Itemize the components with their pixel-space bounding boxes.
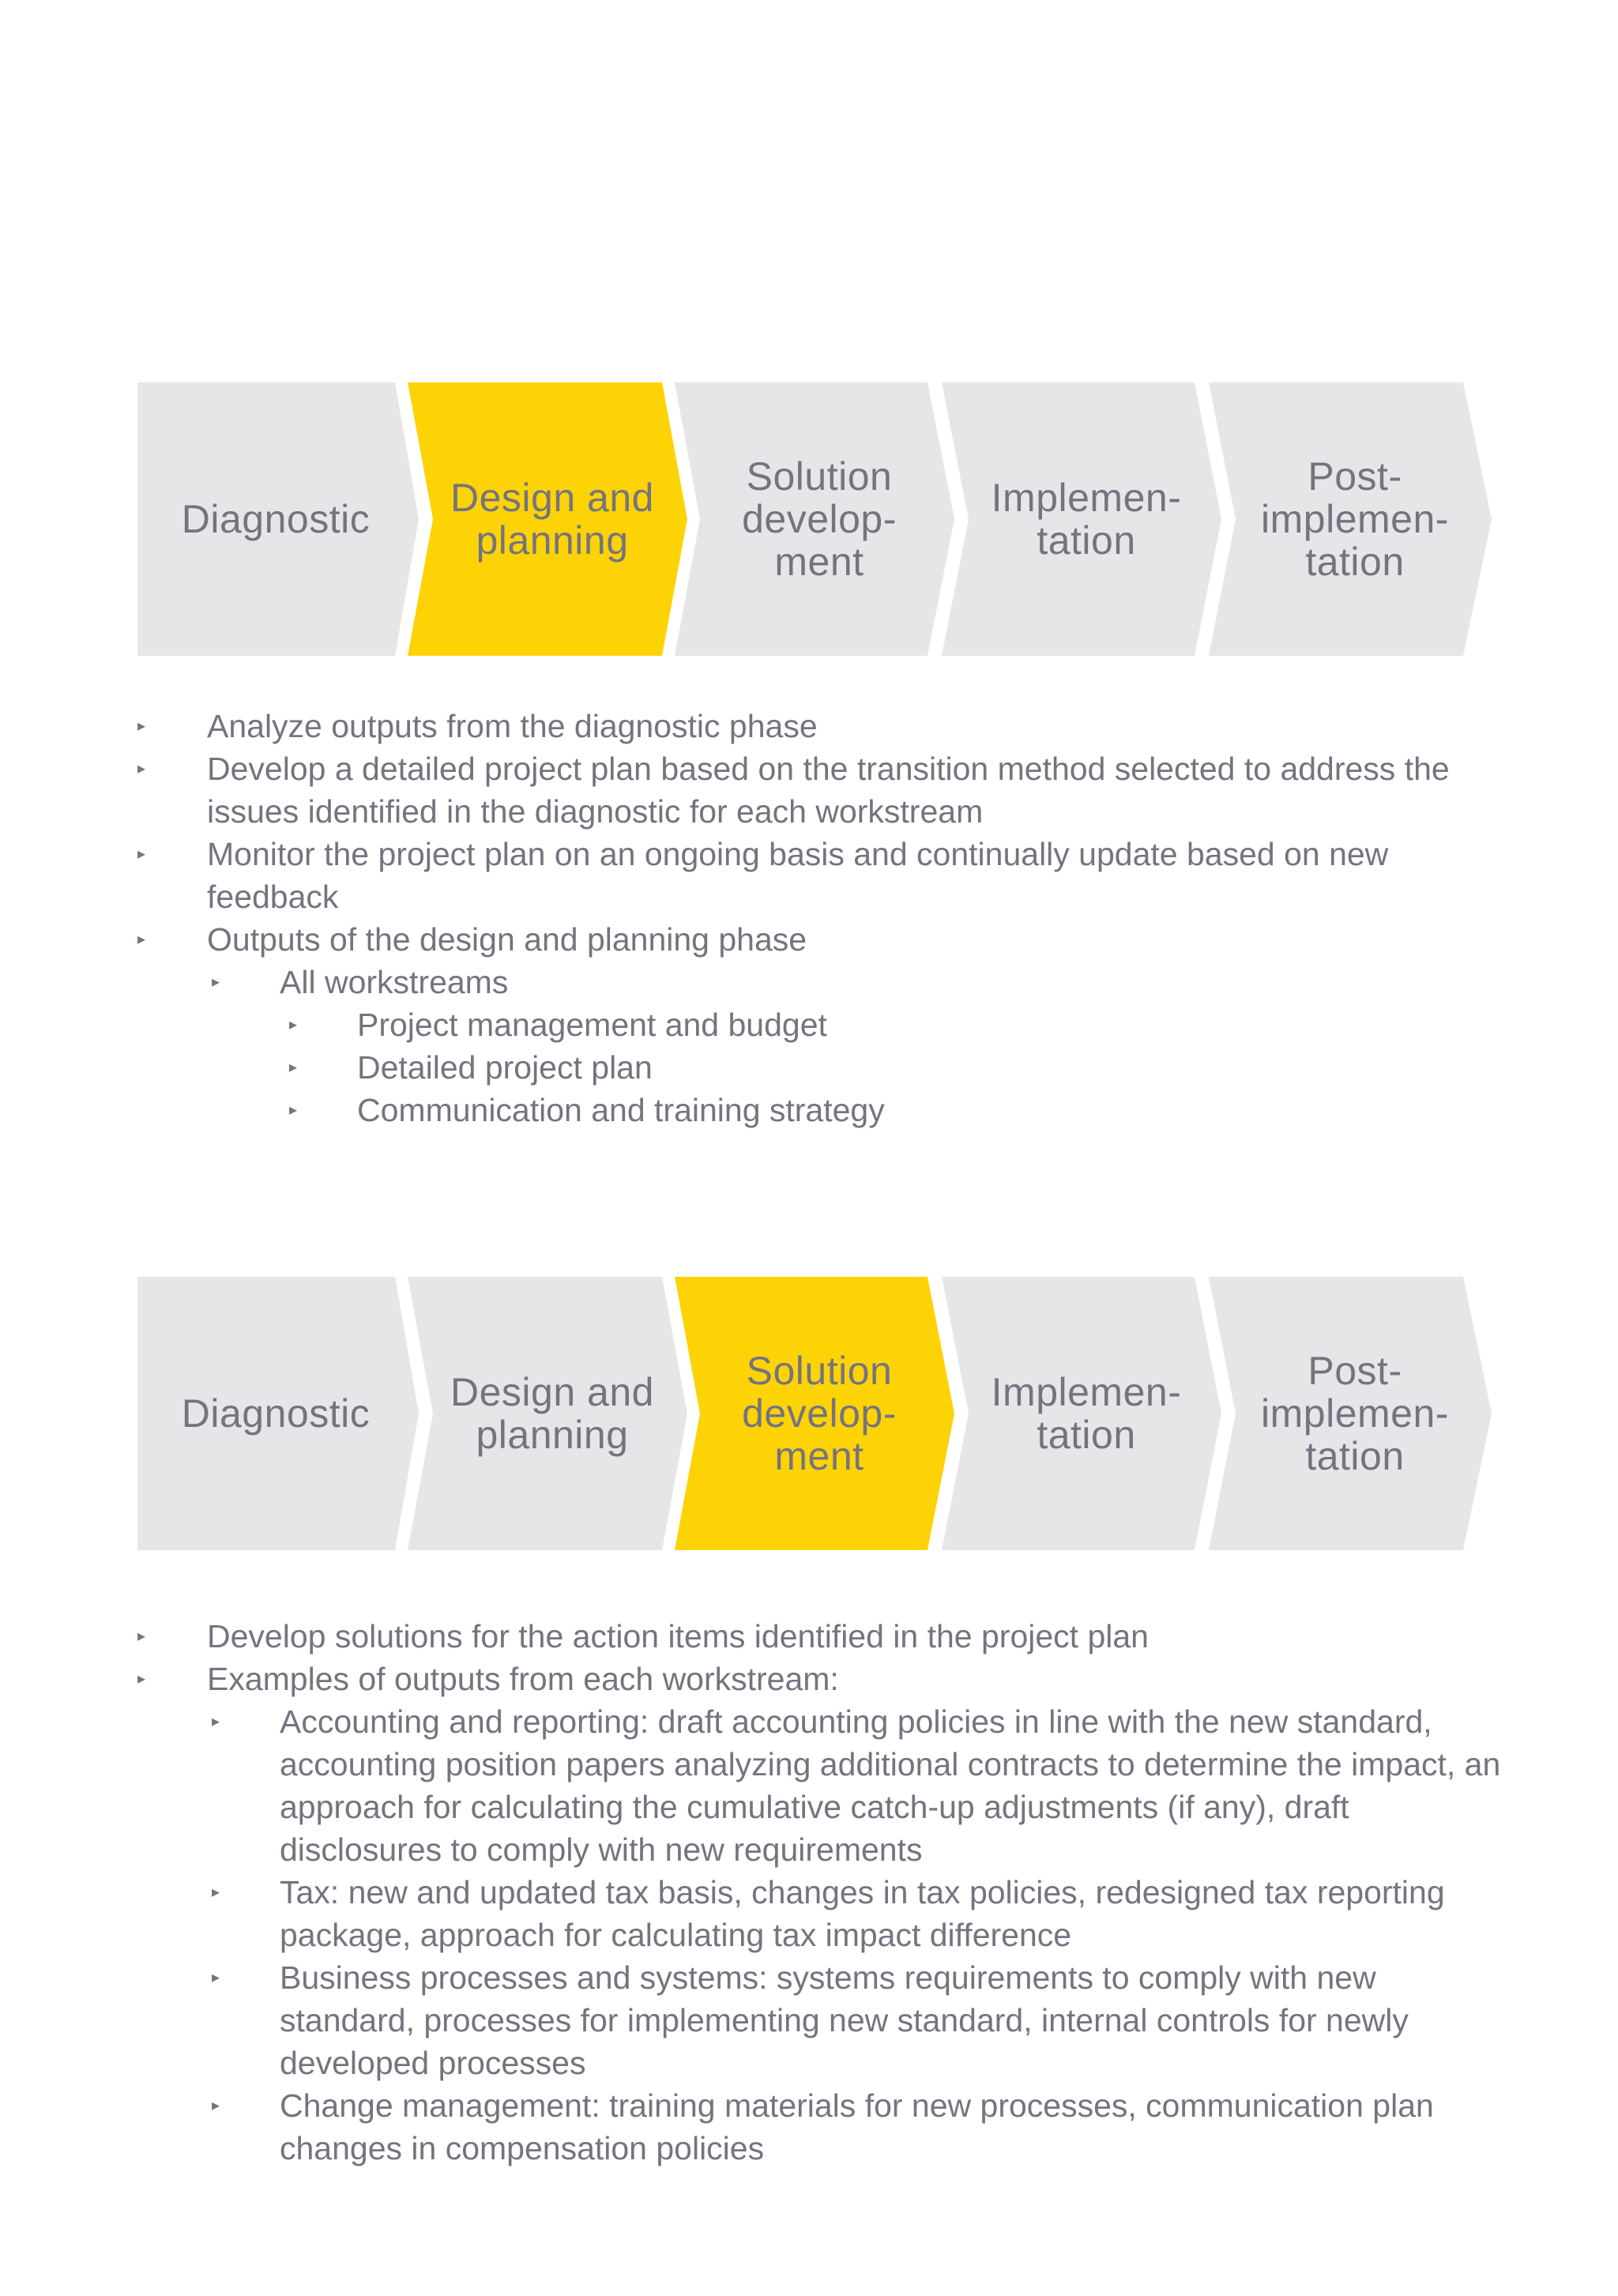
list-item — [137, 1658, 1512, 1700]
list-item — [137, 705, 1512, 747]
list-item-text: Communication and training strategy — [357, 1092, 885, 1128]
list-item — [137, 1089, 1512, 1131]
bullet-arrow-icon: ▸ — [289, 1059, 298, 1076]
phase-label-diagnostic: Diagnostic — [181, 1391, 371, 1436]
solution-development-bullets — [137, 1615, 1512, 2170]
phase-label-post-implementation: Post- implemen- tation — [1261, 1349, 1449, 1478]
phase-label-solution-development: Solution develop- ment — [742, 454, 897, 584]
bullet-arrow-icon: ▸ — [137, 1628, 146, 1645]
bullet-arrow-icon: ▸ — [212, 1884, 220, 1901]
phase-label-design-and-planning: Design and planning — [450, 1370, 654, 1457]
list-item — [137, 747, 1512, 833]
list-item — [137, 833, 1512, 918]
list-item — [137, 1871, 1512, 1956]
phase-diagram-2 — [137, 1277, 1492, 1550]
list-item — [137, 1700, 1512, 1871]
list-item — [137, 2084, 1512, 2170]
list-item-text: Business processes and systems: systems requirements to comply with new standard, processes for implementing new standard, internal controls for newly developed processes — [280, 1959, 1409, 2081]
list-item — [137, 1956, 1512, 2084]
bullet-arrow-icon: ▸ — [212, 1713, 220, 1730]
list-item — [137, 918, 1512, 961]
list-item-text: Develop solutions for the action items identified in the project plan — [207, 1618, 1149, 1654]
list-item-text: Tax: new and updated tax basis, changes in tax policies, redesigned tax reporting package, approach for calculating tax impact difference — [280, 1874, 1445, 1953]
bullet-arrow-icon: ▸ — [137, 717, 146, 735]
bullet-arrow-icon: ▸ — [212, 1969, 220, 1986]
phase-label-post-implementation: Post- implemen- tation — [1261, 454, 1449, 584]
phase-label-implementation: Implemen- tation — [991, 476, 1182, 563]
bullet-arrow-icon: ▸ — [137, 1670, 146, 1688]
list-item-text: Examples of outputs from each workstream: — [207, 1661, 839, 1697]
list-item — [137, 1003, 1512, 1046]
phase-diagram-1 — [137, 382, 1492, 656]
bullet-arrow-icon: ▸ — [137, 931, 146, 948]
list-item-text: Monitor the project plan on an ongoing basis and continually update based on new feedback — [207, 836, 1389, 915]
design-planning-bullets — [137, 705, 1512, 1131]
bullet-arrow-icon: ▸ — [137, 760, 146, 777]
list-item-text: Accounting and reporting: draft accounting policies in line with the new standard, accounting position papers analyzing additional contracts to determine the impact, an approach for calculating the cumulative catch-up adjustments (if any), draft disclosures to comply with new requirements — [280, 1703, 1501, 1868]
phase-label-diagnostic: Diagnostic — [181, 497, 371, 541]
list-item-text: Change management: training materials for new processes, communication plan changes in compensation policies — [280, 2087, 1434, 2166]
list-item — [137, 1046, 1512, 1089]
list-item-text: Outputs of the design and planning phase — [207, 921, 807, 958]
list-item-text: Develop a detailed project plan based on the transition method selected to address the issues identified in the diagnostic for each workstream — [207, 751, 1450, 830]
list-item-text: Detailed project plan — [357, 1049, 653, 1086]
list-item-text: All workstreams — [280, 964, 509, 1000]
phase-label-design-and-planning: Design and planning — [450, 476, 654, 563]
list-item-text: Project management and budget — [357, 1007, 827, 1043]
bullet-arrow-icon: ▸ — [289, 1101, 298, 1119]
list-item-text: Analyze outputs from the diagnostic phase — [207, 708, 818, 744]
phase-label-implementation: Implemen- tation — [991, 1370, 1182, 1457]
bullet-arrow-icon: ▸ — [212, 2097, 220, 2114]
bullet-arrow-icon: ▸ — [289, 1016, 298, 1033]
list-item — [137, 961, 1512, 1003]
bullet-arrow-icon: ▸ — [212, 973, 220, 991]
list-item — [137, 1615, 1512, 1658]
bullet-arrow-icon: ▸ — [137, 845, 146, 863]
phase-label-solution-development: Solution develop- ment — [742, 1349, 897, 1478]
